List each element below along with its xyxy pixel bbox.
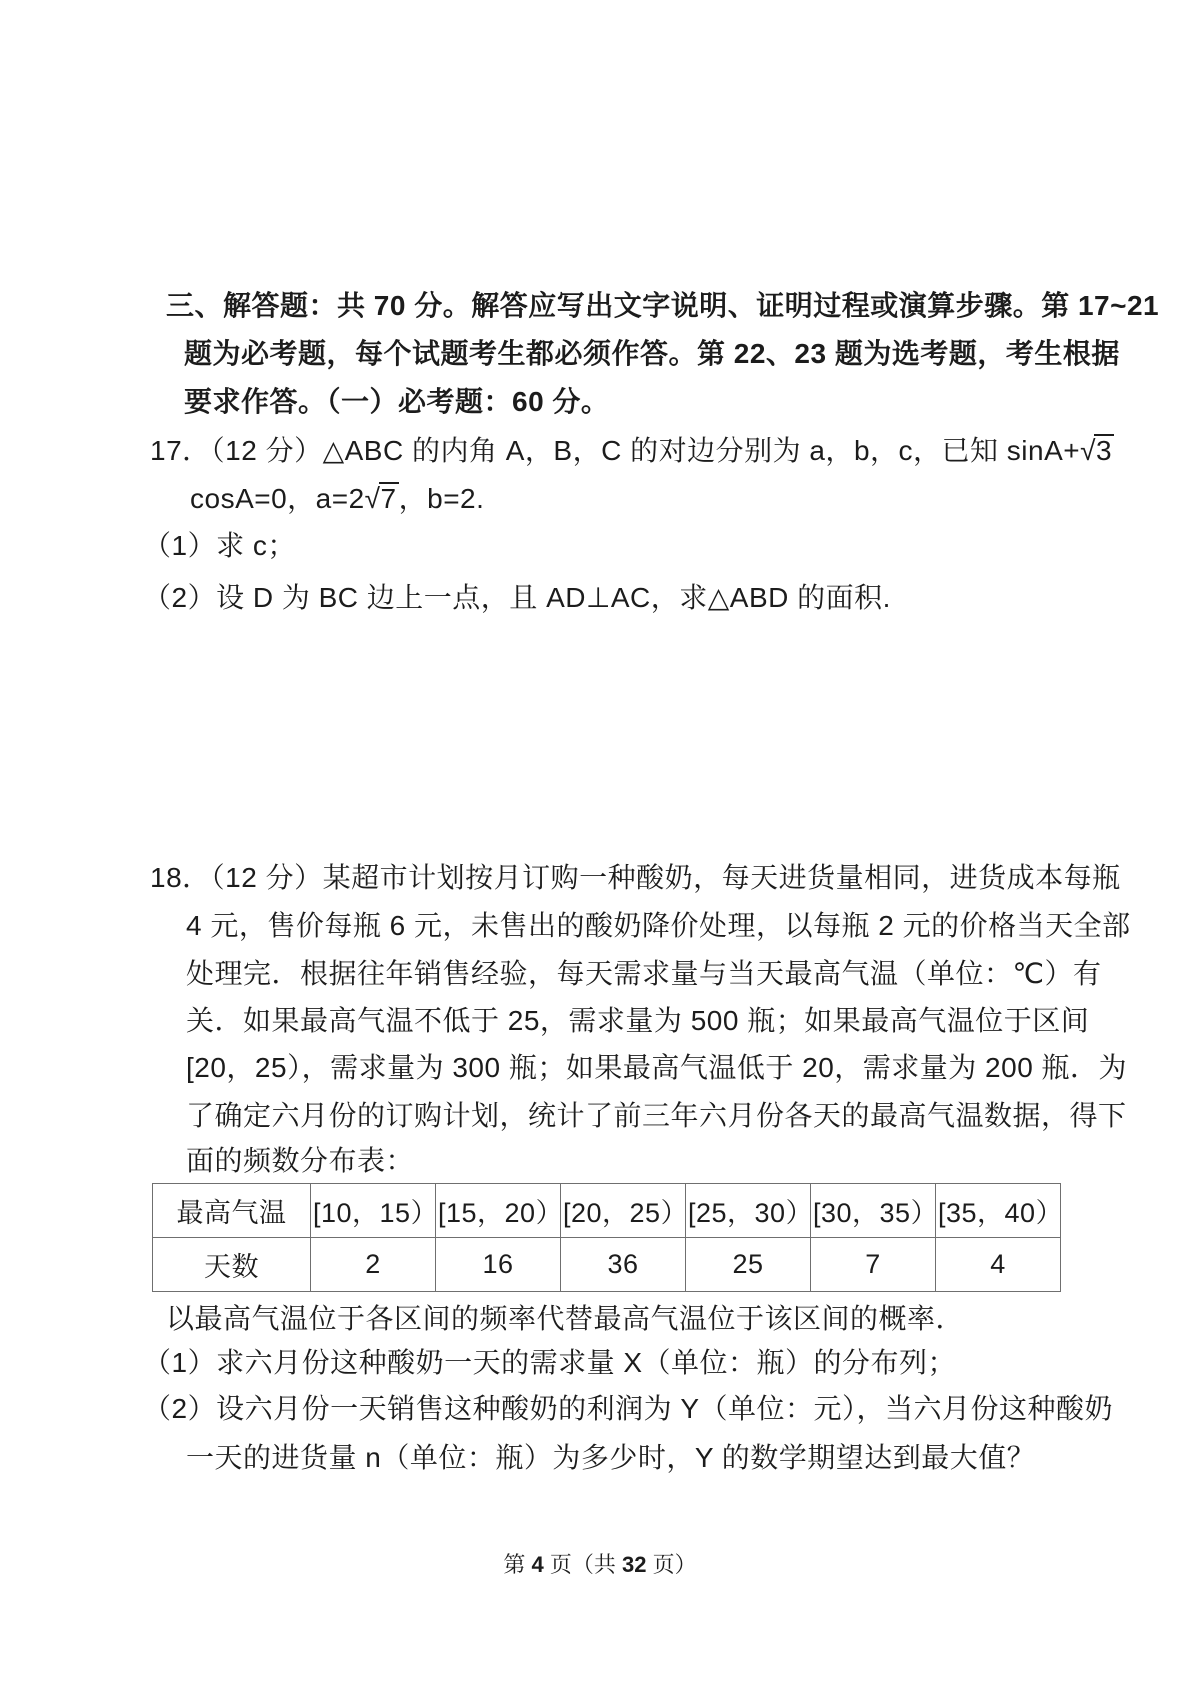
q18-line1: 18．（12 分）某超市计划按月订购一种酸奶，每天进货量相同，进货成本每瓶	[150, 862, 1121, 893]
sqrt-radicand: 7	[380, 483, 397, 514]
q17-part1: （1）求 c；	[143, 530, 296, 561]
sqrt-radical	[365, 483, 399, 514]
q18-part1: （1）求六月份这种酸奶一天的需求量 X（单位：瓶）的分布列；	[143, 1347, 957, 1378]
table-cell: 16	[436, 1238, 561, 1292]
footer-text: 页（共	[543, 1552, 622, 1577]
table-cell: [25，30）	[686, 1184, 811, 1238]
q18-line2: 4 元，售价每瓶 6 元，未售出的酸奶降价处理，以每瓶 2 元的价格当天全部	[186, 910, 1131, 941]
q18-line5: [20，25），需求量为 300 瓶；如果最高气温低于 20，需求量为 200 瓶．为	[186, 1052, 1128, 1083]
section-header-line1: 三、解答题：共 70 分。解答应写出文字说明、证明过程或演算步骤。第 17~21	[166, 290, 1160, 321]
q18-part2-line1: （2）设六月份一天销售这种酸奶的利润为 Y（单位：元），当六月份这种酸奶	[143, 1393, 1114, 1424]
footer-total-pages: 32	[622, 1552, 647, 1577]
q18-note: 以最高气温位于各区间的频率代替最高气温位于该区间的概率．	[166, 1303, 965, 1334]
sqrt-sign: √	[364, 483, 381, 514]
frequency-table	[152, 1183, 1064, 1292]
table-row-header	[153, 1184, 1061, 1238]
table-cell: 36	[561, 1238, 686, 1292]
q18-line7: 面的频数分布表：	[186, 1145, 415, 1176]
q17-line2-text: cosA=0，a=2	[190, 483, 365, 514]
table-cell: [10，15）	[311, 1184, 436, 1238]
page-footer	[0, 1548, 1200, 1579]
q18-line6: 了确定六月份的订购计划，统计了前三年六月份各天的最高气温数据，得下	[186, 1100, 1127, 1131]
sqrt-sign: √	[1080, 435, 1096, 466]
q17-line1-text: 17．（12 分）△ABC 的内角 A，B，C 的对边分别为 a，b，c，已知 sinA+	[150, 435, 1081, 466]
table-cell: [15，20）	[436, 1184, 561, 1238]
footer-text: 页）	[646, 1552, 697, 1577]
table-cell: 最高气温	[153, 1184, 311, 1238]
table-cell: 天数	[153, 1238, 311, 1292]
table-cell: [20，25）	[561, 1184, 686, 1238]
q18-part2-line2: 一天的进货量 n（单位：瓶）为多少时，Y 的数学期望达到最大值？	[186, 1442, 1036, 1473]
table-cell: 25	[686, 1238, 811, 1292]
table-cell: [35，40）	[936, 1184, 1061, 1238]
q18-line3: 处理完．根据往年销售经验，每天需求量与当天最高气温（单位：℃）有	[186, 958, 1102, 989]
q17-line2-text-end: ，b=2.	[398, 483, 485, 514]
q17-part2: （2）设 D 为 BC 边上一点，且 AD⊥AC，求△ABD 的面积.	[143, 582, 891, 613]
section-header-line2: 题为必考题，每个试题考生都必须作答。第 22、23 题为选考题，考生根据	[184, 338, 1120, 369]
table-cell: 4	[936, 1238, 1061, 1292]
sqrt-radical	[1080, 435, 1114, 466]
table-row-values	[153, 1238, 1061, 1292]
q18-line4: 关．如果最高气温不低于 25，需求量为 500 瓶；如果最高气温位于区间	[186, 1005, 1090, 1036]
q17-line1	[150, 433, 1114, 469]
sqrt-radicand: 3	[1096, 435, 1113, 466]
footer-text: 第	[503, 1552, 532, 1577]
table-cell: 2	[311, 1238, 436, 1292]
q17-line2	[190, 481, 484, 517]
section-header-line3: 要求作答。（一）必考题：60 分。	[184, 386, 610, 417]
table-cell: 7	[811, 1238, 936, 1292]
table-cell: [30，35）	[811, 1184, 936, 1238]
footer-page-number: 4	[531, 1552, 544, 1577]
